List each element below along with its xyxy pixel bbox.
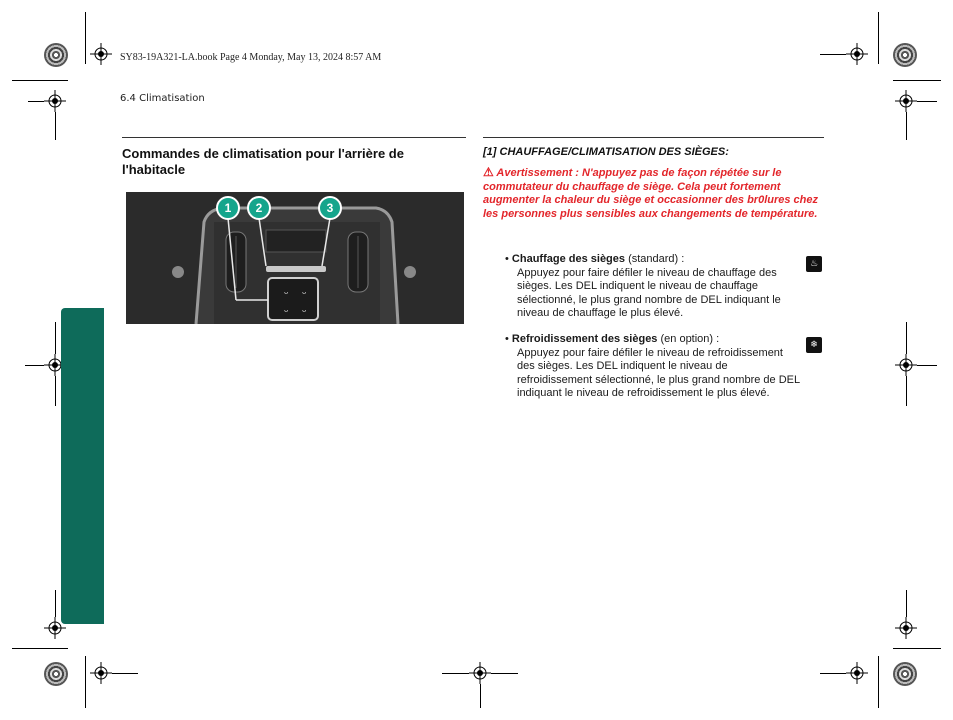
bullet: • [505,253,509,265]
item-description: Appuyez pour faire défiler le niveau de chauffage des sièges. Les DEL indiquent le niveau de chauffage sélectionné, le plus grand nombre de DEL indiquant le niveau de chauffage le plus élevé. [517,266,781,319]
svg-text:ᴗ: ᴗ [302,306,307,314]
item-label: Refroidissement des sièges [511,333,658,345]
svg-text:ᴗ: ᴗ [284,288,289,296]
svg-text:ᴗ: ᴗ [302,288,307,296]
callout-2: 2 [247,196,271,220]
warning-body: Avertissement : N'appuyez pas de façon répétée sur le commutateur du chauffage de siège. Cela peut fortement augmenter la chaleur du siège et occasionner des br0lures chez les personnes plus sensibles aux changements de température. [483,167,819,220]
item-description: Appuyez pour faire défiler le niveau de refroidissement des sièges. Les DEL indiquent le niveau de refroidissement sélectionné, le plus grand nombre de DEL indiquant le niveau de refroidissement le plus élevé. [517,346,800,399]
warning-triangle-icon: ⚠ [483,165,494,179]
left-column-rule [122,137,466,138]
callout-1: 1 [216,196,240,220]
right-section-title: [1] CHAUFFAGE/CLIMATISATION DES SIÈGES: [483,146,729,158]
callout-3: 3 [318,196,342,220]
warning-text [483,166,828,221]
list-item-cooling [505,333,805,401]
item-label: Chauffage des sièges [511,253,626,265]
seat-heat-icon: ♨ [806,256,822,272]
section-heading: 6.4 Climatisation [120,93,205,104]
left-section-title: Commandes de climatisation pour l'arrière de l'habitacle [122,146,404,177]
item-qualifier: (standard) : [625,253,685,265]
bullet: • [505,333,509,345]
svg-text:ᴗ: ᴗ [284,306,289,314]
seat-cool-icon: ❄ [806,337,822,353]
right-column-rule [483,137,824,138]
item-qualifier: (en option) : [657,333,720,345]
rear-climate-controls-photo [126,192,464,324]
chapter-side-tab [61,308,104,624]
book-file-header: SY83-19A321-LA.book Page 4 Monday, May 13, 2024 8:57 AM [120,52,382,63]
list-item-heating [505,253,805,321]
